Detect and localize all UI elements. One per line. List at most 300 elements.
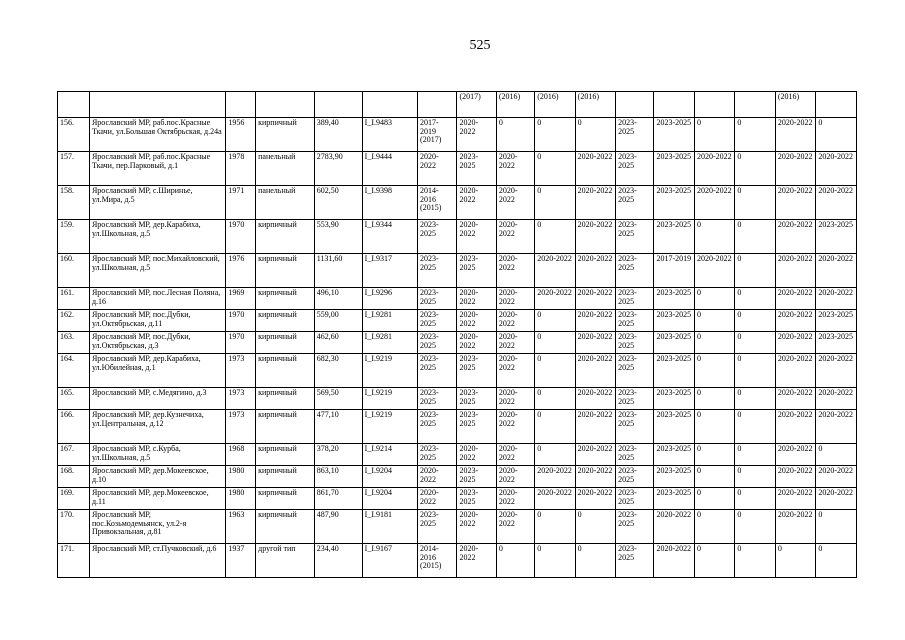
cell-period-col-17: 2020-2022	[816, 466, 857, 488]
cell-address: Ярославский МР, дер.Карабиха, ул.Юбилейная, д.1	[89, 354, 225, 388]
cell-period-col-9: 2020-2022	[496, 444, 534, 466]
cell-period-col-13: 2023-2025	[654, 354, 694, 388]
cell-period-col-9: 2020-2022	[496, 152, 534, 186]
cell-row-number: 169.	[58, 488, 90, 510]
table-row	[58, 152, 857, 186]
cell-period-col-13	[654, 92, 694, 118]
cell-period-col-7: 2023-2025	[418, 354, 457, 388]
cell-period-col-10: (2016)	[535, 92, 575, 118]
cell-period-col-17: 0	[816, 444, 857, 466]
cell-year-built: 1980	[226, 488, 256, 510]
cell-period-col-17: 0	[816, 544, 857, 578]
cell-period-col-13: 2023-2025	[654, 118, 694, 152]
cell-period-col-8: 2020-2022	[457, 288, 496, 310]
cell-building-id	[362, 92, 417, 118]
cell-building-id: I_I.9317	[362, 254, 417, 288]
cell-row-number: 163.	[58, 332, 90, 354]
cell-building-id: I_I.9181	[362, 510, 417, 544]
cell-period-col-14: 0	[694, 544, 734, 578]
cell-period-col-14: 0	[694, 118, 734, 152]
cell-period-col-8: 2020-2022	[457, 510, 496, 544]
cell-period-col-7: 2023-2025	[418, 310, 457, 332]
cell-period-col-9: 2020-2022	[496, 488, 534, 510]
cell-year-built: 1973	[226, 388, 256, 410]
cell-period-col-15: 0	[735, 118, 775, 152]
cell-period-col-13: 2023-2025	[654, 288, 694, 310]
cell-area: 487,90	[314, 510, 362, 544]
cell-wall-material: кирпичный	[256, 220, 315, 254]
cell-period-col-8: 2020-2022	[457, 444, 496, 466]
cell-row-number	[58, 92, 90, 118]
cell-area: 682,30	[314, 354, 362, 388]
cell-period-col-10: 2020-2022	[535, 288, 575, 310]
cell-period-col-15: 0	[735, 332, 775, 354]
cell-building-id: I_I.9398	[362, 186, 417, 220]
cell-period-col-14: 0	[694, 354, 734, 388]
cell-year-built: 1937	[226, 544, 256, 578]
cell-period-col-15: 0	[735, 220, 775, 254]
cell-row-number: 166.	[58, 410, 90, 444]
cell-period-col-8: 2023-2025	[457, 388, 496, 410]
cell-period-col-9: 2020-2022	[496, 388, 534, 410]
cell-wall-material: кирпичный	[256, 118, 315, 152]
cell-period-col-7: 2023-2025	[418, 410, 457, 444]
cell-row-number: 167.	[58, 444, 90, 466]
cell-period-col-16: 2020-2022	[775, 444, 815, 466]
cell-building-id: I_I.9219	[362, 388, 417, 410]
cell-period-col-10: 0	[535, 152, 575, 186]
cell-period-col-17: 2020-2022	[816, 288, 857, 310]
cell-period-col-9: 2020-2022	[496, 410, 534, 444]
cell-wall-material: панельный	[256, 152, 315, 186]
cell-period-col-12: 2023-2025	[616, 354, 654, 388]
cell-period-col-7: 2023-2025	[418, 220, 457, 254]
cell-period-col-9: (2016)	[496, 92, 534, 118]
table-row	[58, 220, 857, 254]
cell-period-col-14: 0	[694, 510, 734, 544]
cell-period-col-8: 2020-2022	[457, 310, 496, 332]
cell-period-col-12: 2023-2025	[616, 310, 654, 332]
cell-address: Ярославский МР, раб.пос.Красные Ткачи, пер.Парковый, д.1	[89, 152, 225, 186]
cell-period-col-7: 2020-2022	[418, 466, 457, 488]
cell-period-col-15: 0	[735, 254, 775, 288]
cell-area	[314, 92, 362, 118]
cell-area: 477,10	[314, 410, 362, 444]
cell-address: Ярославский МР, пос.Михайловский, ул.Школьная, д.5	[89, 254, 225, 288]
cell-period-col-13: 2023-2025	[654, 310, 694, 332]
cell-period-col-9: 2020-2022	[496, 254, 534, 288]
cell-building-id: I_I.9204	[362, 466, 417, 488]
cell-period-col-9: 2020-2022	[496, 466, 534, 488]
cell-address: Ярославский МР, дер.Карабиха, ул.Школьная, д.5	[89, 220, 225, 254]
cell-period-col-11: 2020-2022	[575, 310, 615, 332]
cell-period-col-9: 2020-2022	[496, 354, 534, 388]
cell-year-built: 1963	[226, 510, 256, 544]
cell-year-built	[226, 92, 256, 118]
cell-period-col-7: 2023-2025	[418, 288, 457, 310]
cell-period-col-16: 2020-2022	[775, 354, 815, 388]
cell-building-id: I_I.9296	[362, 288, 417, 310]
cell-period-col-7: 2023-2025	[418, 510, 457, 544]
cell-period-col-8: 2020-2022	[457, 544, 496, 578]
cell-period-col-10: 0	[535, 354, 575, 388]
cell-year-built: 1970	[226, 220, 256, 254]
cell-period-col-8: 2023-2025	[457, 410, 496, 444]
cell-period-col-16: (2016)	[775, 92, 815, 118]
cell-row-number: 156.	[58, 118, 90, 152]
cell-period-col-13: 2023-2025	[654, 488, 694, 510]
cell-period-col-10: 0	[535, 332, 575, 354]
cell-period-col-9: 0	[496, 118, 534, 152]
cell-period-col-13: 2023-2025	[654, 410, 694, 444]
cell-period-col-11: 2020-2022	[575, 410, 615, 444]
cell-year-built: 1968	[226, 444, 256, 466]
cell-period-col-8: 2023-2025	[457, 354, 496, 388]
cell-year-built: 1969	[226, 288, 256, 310]
cell-wall-material: панельный	[256, 186, 315, 220]
cell-period-col-12: 2023-2025	[616, 254, 654, 288]
cell-wall-material: кирпичный	[256, 410, 315, 444]
cell-period-col-16: 2020-2022	[775, 254, 815, 288]
cell-building-id: I_I.9444	[362, 152, 417, 186]
table-row	[58, 410, 857, 444]
cell-period-col-14: 0	[694, 388, 734, 410]
cell-address: Ярославский МР, с.Ширинье, ул.Мира, д.5	[89, 186, 225, 220]
cell-period-col-12: 2023-2025	[616, 220, 654, 254]
table-row	[58, 354, 857, 388]
cell-wall-material: кирпичный	[256, 288, 315, 310]
cell-period-col-11: 2020-2022	[575, 488, 615, 510]
table-row	[58, 118, 857, 152]
cell-period-col-11: 2020-2022	[575, 288, 615, 310]
cell-period-col-12: 2023-2025	[616, 388, 654, 410]
cell-period-col-17: 2023-2025	[816, 332, 857, 354]
cell-building-id: I_I.9167	[362, 544, 417, 578]
cell-period-col-12	[616, 92, 654, 118]
cell-period-col-14: 0	[694, 332, 734, 354]
cell-period-col-11: 2020-2022	[575, 220, 615, 254]
cell-period-col-8: 2020-2022	[457, 118, 496, 152]
cell-period-col-14: 2020-2022	[694, 186, 734, 220]
cell-period-col-15: 0	[735, 488, 775, 510]
cell-year-built: 1956	[226, 118, 256, 152]
cell-period-col-7: 2014-2016 (2015)	[418, 186, 457, 220]
cell-period-col-14: 0	[694, 288, 734, 310]
cell-period-col-11: 2020-2022	[575, 186, 615, 220]
cell-period-col-17: 0	[816, 510, 857, 544]
cell-period-col-14: 0	[694, 310, 734, 332]
cell-period-col-9: 2020-2022	[496, 332, 534, 354]
cell-period-col-16: 2020-2022	[775, 510, 815, 544]
cell-period-col-15: 0	[735, 388, 775, 410]
cell-period-col-17: 2020-2022	[816, 388, 857, 410]
cell-address: Ярославский МР, с.Курба, ул.Школьная, д.5	[89, 444, 225, 466]
cell-period-col-16: 2020-2022	[775, 410, 815, 444]
cell-period-col-15: 0	[735, 444, 775, 466]
table-row	[58, 488, 857, 510]
cell-period-col-7	[418, 92, 457, 118]
cell-period-col-15: 0	[735, 354, 775, 388]
cell-period-col-10: 0	[535, 388, 575, 410]
cell-period-col-14: 0	[694, 410, 734, 444]
cell-period-col-8: 2023-2025	[457, 152, 496, 186]
cell-period-col-8: 2023-2025	[457, 488, 496, 510]
cell-period-col-11: 2020-2022	[575, 466, 615, 488]
cell-period-col-8: 2023-2025	[457, 254, 496, 288]
cell-period-col-16: 2020-2022	[775, 152, 815, 186]
cell-period-col-9: 0	[496, 544, 534, 578]
cell-period-col-7: 2023-2025	[418, 444, 457, 466]
cell-period-col-7: 2020-2022	[418, 488, 457, 510]
cell-building-id: I_I.9219	[362, 410, 417, 444]
cell-period-col-12: 2023-2025	[616, 444, 654, 466]
cell-period-col-13: 2023-2025	[654, 152, 694, 186]
cell-period-col-11: 0	[575, 118, 615, 152]
cell-address: Ярославский МР, дер.Кузнечиха, ул.Центральная, д.12	[89, 410, 225, 444]
cell-period-col-7: 2023-2025	[418, 332, 457, 354]
cell-period-col-17: 2020-2022	[816, 354, 857, 388]
cell-address	[89, 92, 225, 118]
cell-period-col-14: 0	[694, 466, 734, 488]
cell-period-col-7: 2014-2016 (2015)	[418, 544, 457, 578]
cell-wall-material: кирпичный	[256, 488, 315, 510]
cell-period-col-15: 0	[735, 186, 775, 220]
cell-period-col-11: 2020-2022	[575, 354, 615, 388]
table-row	[58, 254, 857, 288]
cell-row-number: 157.	[58, 152, 90, 186]
cell-period-col-11: 2020-2022	[575, 444, 615, 466]
cell-period-col-17: 2020-2022	[816, 186, 857, 220]
cell-wall-material: кирпичный	[256, 254, 315, 288]
table-row	[58, 510, 857, 544]
cell-period-col-13: 2023-2025	[654, 466, 694, 488]
cell-period-col-13: 2023-2025	[654, 388, 694, 410]
cell-row-number: 159.	[58, 220, 90, 254]
page-number: 525	[469, 38, 491, 53]
cell-area: 378,20	[314, 444, 362, 466]
cell-row-number: 168.	[58, 466, 90, 488]
cell-building-id: I_I.9219	[362, 354, 417, 388]
cell-area: 496,10	[314, 288, 362, 310]
cell-year-built: 1980	[226, 466, 256, 488]
cell-year-built: 1970	[226, 332, 256, 354]
cell-address: Ярославский МР, пос.Козьмодемьянск, ул.2-я Привокзальная, д.81	[89, 510, 225, 544]
cell-period-col-14: 2020-2022	[694, 254, 734, 288]
cell-period-col-10: 0	[535, 544, 575, 578]
cell-period-col-11: 2020-2022	[575, 332, 615, 354]
cell-period-col-14: 0	[694, 488, 734, 510]
cell-period-col-13: 2017-2019	[654, 254, 694, 288]
cell-area: 861,70	[314, 488, 362, 510]
cell-area: 462,60	[314, 332, 362, 354]
cell-period-col-8: 2020-2022	[457, 186, 496, 220]
cell-row-number: 160.	[58, 254, 90, 288]
table-body	[58, 92, 857, 578]
cell-building-id: I_I.9344	[362, 220, 417, 254]
cell-period-col-17: 2020-2022	[816, 410, 857, 444]
cell-area: 602,50	[314, 186, 362, 220]
cell-building-id: I_I.9281	[362, 310, 417, 332]
cell-row-number: 158.	[58, 186, 90, 220]
table-row	[58, 388, 857, 410]
cell-period-col-13: 2023-2025	[654, 186, 694, 220]
cell-period-col-16: 2020-2022	[775, 288, 815, 310]
cell-period-col-8: 2020-2022	[457, 332, 496, 354]
cell-period-col-12: 2023-2025	[616, 410, 654, 444]
cell-period-col-17: 2023-2025	[816, 310, 857, 332]
cell-period-col-9: 2020-2022	[496, 310, 534, 332]
cell-period-col-12: 2023-2025	[616, 510, 654, 544]
cell-area: 234,40	[314, 544, 362, 578]
cell-period-col-12: 2023-2025	[616, 544, 654, 578]
cell-period-col-7: 2023-2025	[418, 254, 457, 288]
cell-period-col-16: 2020-2022	[775, 488, 815, 510]
cell-period-col-11: 2020-2022	[575, 152, 615, 186]
cell-period-col-11: 2020-2022	[575, 254, 615, 288]
cell-period-col-13: 2020-2022	[654, 510, 694, 544]
cell-year-built: 1973	[226, 354, 256, 388]
table-row	[58, 466, 857, 488]
cell-row-number: 162.	[58, 310, 90, 332]
cell-building-id: I_I.9204	[362, 488, 417, 510]
cell-period-col-17: 2020-2022	[816, 254, 857, 288]
cell-period-col-11: 0	[575, 510, 615, 544]
cell-period-col-11: (2016)	[575, 92, 615, 118]
cell-wall-material	[256, 92, 315, 118]
cell-period-col-11: 0	[575, 544, 615, 578]
cell-period-col-10: 0	[535, 410, 575, 444]
cell-period-col-8: 2023-2025	[457, 466, 496, 488]
cell-period-col-10: 2020-2022	[535, 254, 575, 288]
header-row	[58, 92, 857, 118]
cell-period-col-14	[694, 92, 734, 118]
cell-period-col-10: 2020-2022	[535, 466, 575, 488]
cell-period-col-10: 0	[535, 444, 575, 466]
cell-period-col-17	[816, 92, 857, 118]
cell-period-col-10: 0	[535, 186, 575, 220]
cell-address: Ярославский МР, дер.Мокеевское, д.11	[89, 488, 225, 510]
cell-period-col-16: 2020-2022	[775, 332, 815, 354]
cell-period-col-16: 2020-2022	[775, 388, 815, 410]
cell-period-col-10: 0	[535, 220, 575, 254]
cell-period-col-15: 0	[735, 310, 775, 332]
cell-building-id: I_I.9214	[362, 444, 417, 466]
cell-period-col-16: 0	[775, 544, 815, 578]
cell-row-number: 165.	[58, 388, 90, 410]
cell-address: Ярославский МР, пос.Лесная Поляна, д.16	[89, 288, 225, 310]
cell-period-col-7: 2023-2025	[418, 388, 457, 410]
cell-period-col-10: 2020-2022	[535, 488, 575, 510]
cell-period-col-11: 2020-2022	[575, 388, 615, 410]
cell-row-number: 161.	[58, 288, 90, 310]
cell-wall-material: кирпичный	[256, 310, 315, 332]
cell-period-col-9: 2020-2022	[496, 186, 534, 220]
cell-area: 389,40	[314, 118, 362, 152]
cell-address: Ярославский МР, пос.Дубки, ул.Октябрьская, д.11	[89, 310, 225, 332]
cell-address: Ярославский МР, раб.пос.Красные Ткачи, ул.Большая Октябрьская, д.24а	[89, 118, 225, 152]
table-row	[58, 288, 857, 310]
cell-wall-material: кирпичный	[256, 466, 315, 488]
cell-address: Ярославский МР, пос.Дубки, ул.Октябрьская, д.3	[89, 332, 225, 354]
cell-period-col-14: 2020-2022	[694, 152, 734, 186]
table-row	[58, 332, 857, 354]
cell-period-col-8: 2020-2022	[457, 220, 496, 254]
cell-period-col-17: 2023-2025	[816, 220, 857, 254]
cell-wall-material: кирпичный	[256, 388, 315, 410]
cell-year-built: 1978	[226, 152, 256, 186]
cell-row-number: 170.	[58, 510, 90, 544]
cell-period-col-17: 2020-2022	[816, 152, 857, 186]
cell-year-built: 1973	[226, 410, 256, 444]
cell-period-col-15: 0	[735, 510, 775, 544]
cell-period-col-15	[735, 92, 775, 118]
cell-period-col-7: 2017-2019 (2017)	[418, 118, 457, 152]
cell-period-col-10: 0	[535, 310, 575, 332]
cell-area: 1131,60	[314, 254, 362, 288]
cell-year-built: 1970	[226, 310, 256, 332]
cell-period-col-12: 2023-2025	[616, 332, 654, 354]
table-row	[58, 544, 857, 578]
cell-period-col-16: 2020-2022	[775, 220, 815, 254]
cell-period-col-15: 0	[735, 288, 775, 310]
cell-wall-material: кирпичный	[256, 510, 315, 544]
cell-period-col-17: 0	[816, 118, 857, 152]
cell-period-col-13: 2020-2022	[654, 544, 694, 578]
cell-row-number: 164.	[58, 354, 90, 388]
cell-period-col-12: 2023-2025	[616, 118, 654, 152]
cell-period-col-16: 2020-2022	[775, 466, 815, 488]
cell-period-col-12: 2023-2025	[616, 488, 654, 510]
cell-period-col-12: 2023-2025	[616, 186, 654, 220]
cell-period-col-12: 2023-2025	[616, 152, 654, 186]
cell-wall-material: кирпичный	[256, 444, 315, 466]
cell-period-col-13: 2023-2025	[654, 444, 694, 466]
cell-period-col-13: 2023-2025	[654, 220, 694, 254]
cell-period-col-9: 2020-2022	[496, 288, 534, 310]
cell-period-col-10: 0	[535, 118, 575, 152]
cell-period-col-14: 0	[694, 444, 734, 466]
cell-address: Ярославский МР, с.Медягино, д.3	[89, 388, 225, 410]
cell-period-col-14: 0	[694, 220, 734, 254]
cell-wall-material: кирпичный	[256, 332, 315, 354]
cell-period-col-16: 2020-2022	[775, 310, 815, 332]
housing-table	[57, 91, 857, 578]
cell-year-built: 1971	[226, 186, 256, 220]
cell-area: 569,50	[314, 388, 362, 410]
cell-period-col-8: (2017)	[457, 92, 496, 118]
cell-row-number: 171.	[58, 544, 90, 578]
cell-period-col-15: 0	[735, 544, 775, 578]
cell-wall-material: другой тип	[256, 544, 315, 578]
cell-period-col-7: 2020-2022	[418, 152, 457, 186]
cell-year-built: 1976	[226, 254, 256, 288]
cell-period-col-16: 2020-2022	[775, 118, 815, 152]
cell-period-col-13: 2023-2025	[654, 332, 694, 354]
cell-period-col-12: 2023-2025	[616, 288, 654, 310]
cell-area: 2783,90	[314, 152, 362, 186]
cell-address: Ярославский МР, дер.Мокеевское, д.10	[89, 466, 225, 488]
cell-area: 553,90	[314, 220, 362, 254]
cell-period-col-15: 0	[735, 152, 775, 186]
table-row	[58, 310, 857, 332]
cell-wall-material: кирпичный	[256, 354, 315, 388]
cell-period-col-15: 0	[735, 410, 775, 444]
table-row	[58, 186, 857, 220]
cell-building-id: I_I.9483	[362, 118, 417, 152]
cell-period-col-9: 2020-2022	[496, 510, 534, 544]
cell-period-col-10: 0	[535, 510, 575, 544]
cell-area: 863,10	[314, 466, 362, 488]
